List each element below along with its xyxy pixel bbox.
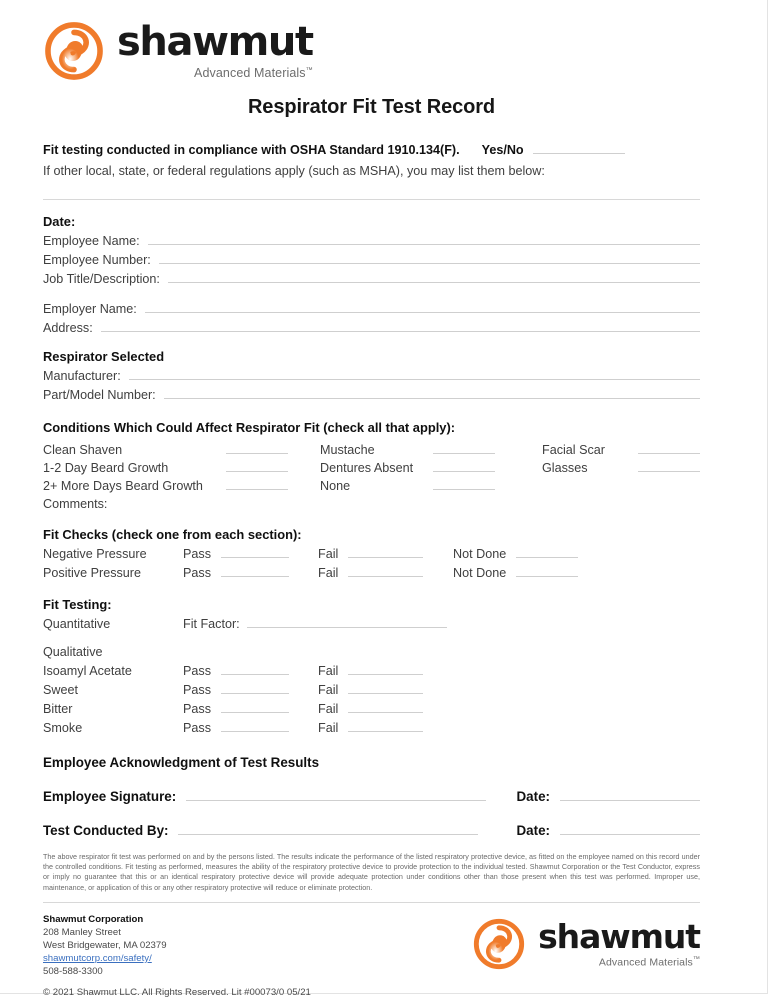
employee-signature-input-line[interactable] xyxy=(186,787,486,801)
footer-brand-wordmark xyxy=(538,916,700,969)
field-input-line[interactable] xyxy=(159,251,700,264)
fit-factor-label: Fit Factor: xyxy=(183,617,240,631)
fit-factor-input-line[interactable] xyxy=(247,615,447,628)
field-employee-number[interactable] xyxy=(43,251,700,267)
option-check-line[interactable] xyxy=(348,662,423,675)
condition-2-plus-days-beard-growth[interactable] xyxy=(43,477,320,493)
option-label: Fail xyxy=(318,683,339,697)
footer-divider xyxy=(43,902,700,903)
option-label: Pass xyxy=(183,683,211,697)
option-label: Pass xyxy=(183,664,211,678)
footer-street: 208 Manley Street xyxy=(43,926,121,938)
other-regulations-input-line[interactable] xyxy=(43,199,700,200)
field-label: Employee Number: xyxy=(43,253,151,267)
fit-test-name: Isoamyl Acetate xyxy=(43,664,132,678)
fit-test-fail-option[interactable] xyxy=(318,700,453,716)
page-title: Respirator Fit Test Record xyxy=(247,96,496,118)
trademark-symbol: ™ xyxy=(305,66,313,74)
date-section xyxy=(43,214,700,335)
option-label: Pass xyxy=(183,547,211,561)
field-label: Address: xyxy=(43,321,93,335)
acknowledgment-heading: Employee Acknowledgment of Test Results xyxy=(43,755,320,770)
header-logo xyxy=(43,0,700,80)
condition-label: Dentures Absent xyxy=(320,461,414,475)
option-check-line[interactable] xyxy=(221,564,289,577)
condition-glasses[interactable] xyxy=(542,459,700,475)
footer-website-link[interactable]: shawmutcorp.com/safety/ xyxy=(43,953,152,965)
field-employer-name[interactable] xyxy=(43,300,700,316)
condition-label: None xyxy=(320,479,351,493)
respirator-selected-section xyxy=(43,349,700,402)
option-label: Fail xyxy=(318,664,339,678)
field-input-line[interactable] xyxy=(129,367,700,380)
option-label: Fail xyxy=(318,566,339,580)
employee-date-input-line[interactable] xyxy=(560,787,700,801)
option-label: Pass xyxy=(183,566,211,580)
test-conducted-by-row xyxy=(43,821,700,838)
option-label: Not Done xyxy=(453,547,507,561)
fit-test-row-smoke xyxy=(43,719,700,735)
field-manufacturer[interactable] xyxy=(43,367,700,383)
condition-label: Glasses xyxy=(542,461,588,475)
condition-dentures-absent[interactable] xyxy=(320,459,542,475)
option-check-line[interactable] xyxy=(516,564,578,577)
field-label: Employer Name: xyxy=(43,302,137,316)
fit-test-name: Bitter xyxy=(43,702,73,716)
option-label: Fail xyxy=(318,721,339,735)
option-label: Pass xyxy=(183,721,211,735)
fit-test-pass-option[interactable] xyxy=(183,662,318,678)
option-check-line[interactable] xyxy=(348,545,423,558)
compliance-row xyxy=(43,141,700,157)
field-part-model-number[interactable] xyxy=(43,386,700,402)
fit-checks-heading: Fit Checks (check one from each section): xyxy=(43,527,302,542)
option-check-line[interactable] xyxy=(221,681,289,694)
page-footer xyxy=(43,913,700,998)
fit-check-row-positive-pressure xyxy=(43,564,700,580)
conditions-grid xyxy=(43,441,700,511)
fit-test-pass-option[interactable] xyxy=(183,700,318,716)
footer-company-name: Shawmut Corporation xyxy=(43,913,144,925)
field-employee-name[interactable] xyxy=(43,232,700,248)
option-check-line[interactable] xyxy=(221,662,289,675)
condition-check-line[interactable] xyxy=(638,459,700,472)
employee-signature-row xyxy=(43,787,700,804)
option-check-line[interactable] xyxy=(348,564,423,577)
fit-test-pass-option[interactable] xyxy=(183,719,318,735)
condition-label: 1-2 Day Beard Growth xyxy=(43,461,169,475)
trademark-symbol: ™ xyxy=(692,955,700,963)
footer-phone: 508-588-3300 xyxy=(43,966,103,978)
field-label: Job Title/Description: xyxy=(43,272,160,286)
fit-test-fail-option[interactable] xyxy=(318,719,453,735)
option-label: Fail xyxy=(318,702,339,716)
conditions-row xyxy=(43,441,700,457)
fit-test-row-sweet xyxy=(43,681,700,697)
employee-signature-label: Employee Signature: xyxy=(43,789,177,804)
condition-check-line[interactable] xyxy=(226,477,288,490)
fit-testing-quantitative-row xyxy=(43,615,700,631)
fit-check-row-negative-pressure xyxy=(43,545,700,561)
option-check-line[interactable] xyxy=(221,700,289,713)
brand-wordmark xyxy=(117,19,313,80)
fit-test-row-bitter xyxy=(43,700,700,716)
option-check-line[interactable] xyxy=(221,719,289,732)
condition-check-line[interactable] xyxy=(433,441,495,454)
footer-address xyxy=(43,913,311,978)
fit-testing-heading: Fit Testing: xyxy=(43,597,112,612)
option-check-line[interactable] xyxy=(221,545,289,558)
brand-tagline-text: Advanced Materials xyxy=(194,66,306,80)
condition-check-line[interactable] xyxy=(433,459,495,472)
option-label: Not Done xyxy=(453,566,507,580)
brand-tagline-text: Advanced Materials xyxy=(598,956,693,969)
field-label: Employee Name: xyxy=(43,234,140,248)
yes-no-input-line[interactable] xyxy=(533,141,625,154)
comments-label: Comments: xyxy=(43,497,108,511)
condition-mustache[interactable] xyxy=(320,441,542,457)
page-content xyxy=(43,0,700,998)
footer-address-block xyxy=(43,913,311,998)
test-conducted-by-input-line[interactable] xyxy=(178,821,478,835)
field-label: Manufacturer: xyxy=(43,369,121,383)
option-check-line[interactable] xyxy=(348,719,423,732)
brand-tagline xyxy=(117,66,313,80)
footer-city-state-zip: West Bridgewater, MA 02379 xyxy=(43,939,167,951)
fit-check-pass-option[interactable] xyxy=(183,545,318,561)
conditions-heading: Conditions Which Could Affect Respirator Fit (check all that apply): xyxy=(43,420,456,435)
fit-check-not-done-option[interactable] xyxy=(453,564,613,580)
quantitative-label: Quantitative xyxy=(43,617,111,631)
fit-test-name: Sweet xyxy=(43,683,79,697)
option-check-line[interactable] xyxy=(516,545,578,558)
condition-facial-scar[interactable] xyxy=(542,441,700,457)
fit-test-fail-option[interactable] xyxy=(318,681,453,697)
brand-name: shawmut xyxy=(538,916,700,956)
field-label: Part/Model Number: xyxy=(43,388,156,402)
field-input-line[interactable] xyxy=(101,319,700,332)
field-address[interactable] xyxy=(43,319,700,335)
condition-check-line[interactable] xyxy=(638,441,700,454)
fit-test-pass-option[interactable] xyxy=(183,681,318,697)
disclaimer-text: The above respirator fit test was performed on and by the persons listed. The results indicate the performance of the listed respiratory protective device, as fitted on the employee named on this record under the controlled conditions. Fit testing as performed, measures the ability of the respiratory protective device to provide protection to the individual tested. Shawmut Corporation or the Test Conductor, express or imply no guarantee that this or an identical respiratory protective device will provide adequate protection under conditions other than those present when this test was performed. Improper use, maintenance, or application of this or any other respiratory protective will reduce or eliminate protection. xyxy=(43,852,700,892)
condition-check-line[interactable] xyxy=(226,459,288,472)
date-heading: Date: xyxy=(43,214,76,229)
brand-tagline xyxy=(538,956,700,969)
conductor-date-label: Date: xyxy=(516,823,550,838)
other-regulations-note: If other local, state, or federal regulations apply (such as MSHA), you may list them below: xyxy=(43,164,545,178)
field-job-title[interactable] xyxy=(43,270,700,286)
option-label: Fail xyxy=(318,547,339,561)
field-input-line[interactable] xyxy=(145,300,700,313)
fit-check-not-done-option[interactable] xyxy=(453,545,613,561)
fit-test-row-isoamyl-acetate xyxy=(43,662,700,678)
condition-none[interactable] xyxy=(320,477,542,493)
option-check-line[interactable] xyxy=(348,681,423,694)
option-check-line[interactable] xyxy=(348,700,423,713)
yes-no-label: Yes/No xyxy=(481,143,524,157)
condition-label: 2+ More Days Beard Growth xyxy=(43,479,203,493)
footer-copyright: © 2021 Shawmut LLC. All Rights Reserved. Lit #00073/0 05/21 xyxy=(43,987,311,998)
brand-name: shawmut xyxy=(117,19,313,65)
compliance-statement: Fit testing conducted in compliance with OSHA Standard 1910.134(F). xyxy=(43,143,460,157)
condition-1-2-day-beard-growth[interactable] xyxy=(43,459,320,475)
field-input-line[interactable] xyxy=(164,386,700,399)
employee-date-label: Date: xyxy=(516,789,550,804)
qualitative-label: Qualitative xyxy=(43,645,103,659)
fit-check-pass-option[interactable] xyxy=(183,564,318,580)
condition-label: Clean Shaven xyxy=(43,443,123,457)
conductor-date-input-line[interactable] xyxy=(560,821,700,835)
condition-check-line[interactable] xyxy=(433,477,495,490)
conditions-row xyxy=(43,477,700,493)
fit-check-name: Negative Pressure xyxy=(43,547,147,561)
condition-label: Mustache xyxy=(320,443,375,457)
fit-test-fail-option[interactable] xyxy=(318,662,453,678)
footer-logo xyxy=(472,917,700,971)
fit-check-fail-option[interactable] xyxy=(318,564,453,580)
conditions-row xyxy=(43,459,700,475)
condition-label: Facial Scar xyxy=(542,443,605,457)
fit-check-name: Positive Pressure xyxy=(43,566,141,580)
option-label: Pass xyxy=(183,702,211,716)
test-conducted-by-label: Test Conducted By: xyxy=(43,823,169,838)
fit-check-fail-option[interactable] xyxy=(318,545,453,561)
shawmut-swirl-logo-icon xyxy=(472,917,526,971)
condition-clean-shaven[interactable] xyxy=(43,441,320,457)
condition-check-line[interactable] xyxy=(226,441,288,454)
field-input-line[interactable] xyxy=(168,270,700,283)
fit-test-name: Smoke xyxy=(43,721,83,735)
respirator-heading: Respirator Selected xyxy=(43,349,165,364)
shawmut-swirl-logo-icon xyxy=(43,20,105,82)
field-input-line[interactable] xyxy=(148,232,700,245)
